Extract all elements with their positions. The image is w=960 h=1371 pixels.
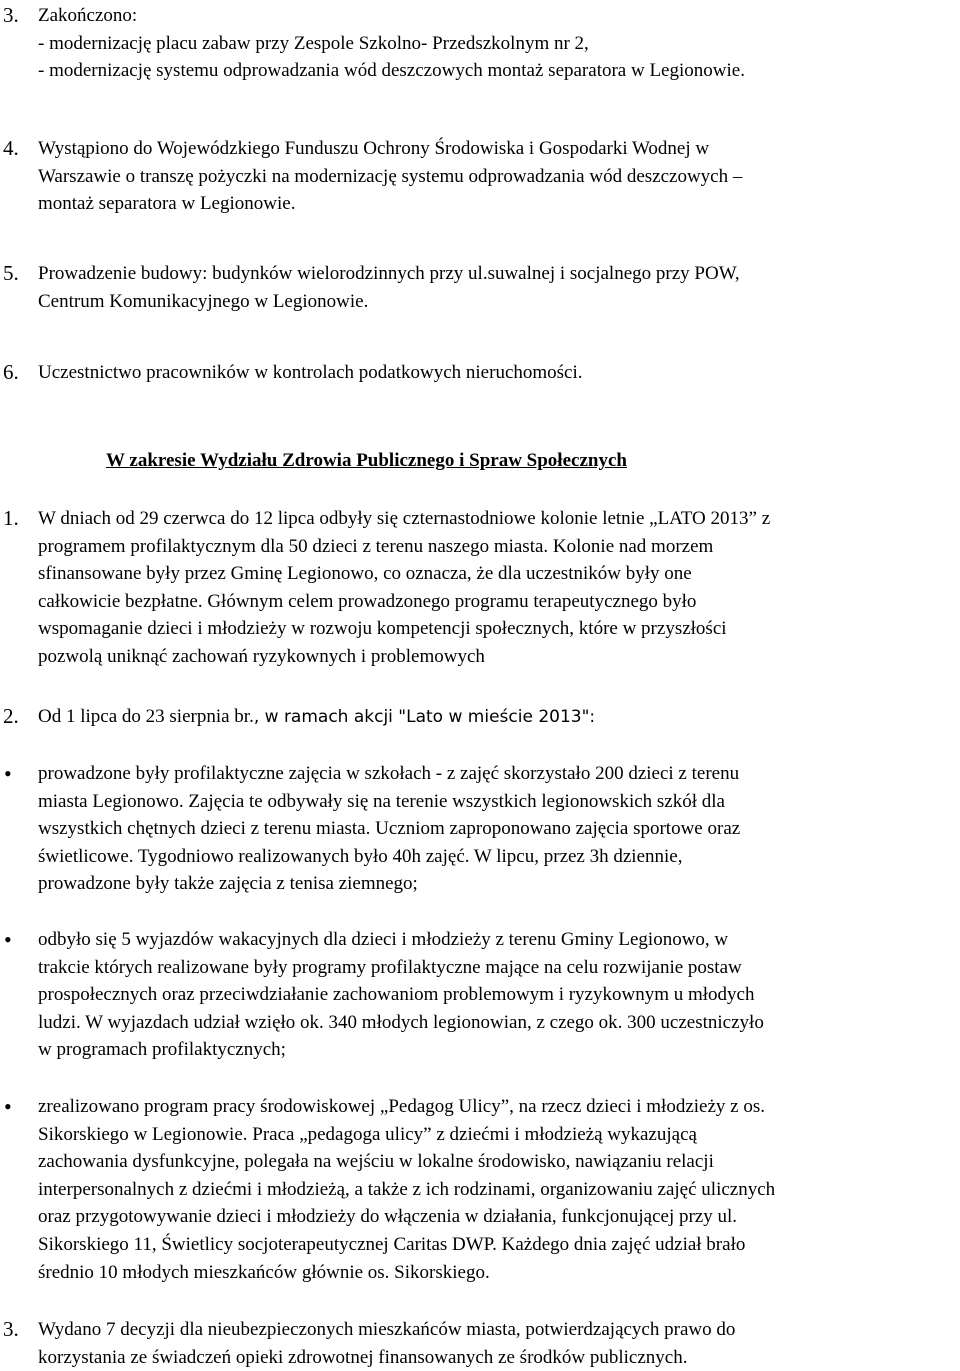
date-range-text: Od 1 lipca do 23 sierpnia br.: [38, 706, 254, 727]
text-line: korzystania ze świadczeń opieki zdrowotnej finansowanych ze środków publicznych.: [38, 1346, 688, 1368]
text-line: wspomaganie dzieci i młodzieży w rozwoju kompetencji społecznych, które w przyszłości: [38, 618, 727, 640]
text-line: świetlicowe. Tygodniowo realizowanych było 40h zajęć. W lipcu, przez 3h dziennie,: [38, 845, 683, 867]
text-line: Uczestnictwo pracowników w kontrolach podatkowych nieruchomości.: [38, 362, 583, 383]
item-text: [38, 135, 960, 218]
text-line: zachowania dysfunkcyjne, polegała na wejściu w lokalne środowisko, nawiązaniu relacji: [38, 1151, 714, 1173]
text-line: prospołecznych oraz przeciwdziałanie zachowaniom problemowym i ryzykownym u młodych: [38, 984, 755, 1006]
text-line: - modernizację systemu odprowadzania wód deszczowych montaż separatora w Legionowie.: [38, 60, 745, 82]
text-line: - modernizację placu zabaw przy Zespole Szkolno- Przedszkolnym nr 2,: [38, 32, 589, 54]
item-number: 5.: [3, 261, 19, 285]
item-text: [38, 1316, 960, 1371]
bullet-text: [38, 926, 960, 1064]
item-text: [38, 260, 960, 315]
bullet-text: [38, 1093, 960, 1286]
text-line: W dniach od 29 czerwca do 12 lipca odbyły się czternastodniowe kolonie letnie „LATO 2013” z: [38, 508, 771, 529]
item-number: 3.: [3, 3, 19, 27]
campaign-text: , w ramach akcji "Lato w mieście 2013":: [253, 707, 596, 727]
item-text: [38, 505, 960, 671]
text-line: odbyło się 5 wyjazdów wakacyjnych dla dzieci i młodzieży z terenu Gminy Legionowo, w: [38, 929, 729, 950]
item-number: 2.: [3, 704, 19, 728]
text-line: prowadzone były profilaktyczne zajęcia w szkołach - z zajęć skorzystało 200 dzieci z terenu: [38, 763, 740, 784]
text-line: sfinansowane były przez Gminę Legionowo, co oznacza, że dla uczestników były one: [38, 563, 692, 585]
text-line: ludzi. W wyjazdach udział wzięło ok. 340 młodych legionowian, z czego ok. 300 uczestniczyło: [38, 1011, 764, 1033]
text-line: w programach profilaktycznych;: [38, 1039, 286, 1061]
item-number: 4.: [3, 136, 19, 160]
text-line: Zakończono:: [38, 5, 138, 26]
text-line: zrealizowano program pracy środowiskowej „Pedagog Ulicy”, na rzecz dzieci i młodzieży z os.: [38, 1096, 765, 1117]
item-text: [38, 2, 960, 85]
item-number: 1.: [3, 506, 19, 530]
text-line: oraz przygotowywanie dzieci i młodzieży do włączenia w działania, funkcjonującej przy ul.: [38, 1206, 738, 1228]
item-number: 3.: [3, 1317, 19, 1341]
item-number: 6.: [3, 360, 19, 384]
text-line: [38, 703, 960, 732]
text-line: miasta Legionowo. Zajęcia te odbywały się na terenie wszystkich legionowskich szkół dla: [38, 790, 725, 812]
text-line: Sikorskiego 11, Świetlicy socjoterapeutycznej Caritas DWP. Każdego dnia zajęć udział brało: [38, 1233, 746, 1255]
text-line: pozwolą uniknąć zachowań ryzykownych i problemowych: [38, 645, 485, 667]
text-line: montaż separatora w Legionowie.: [38, 193, 296, 215]
text-line: wszystkich chętnych dzieci z terenu miasta. Uczniom zaproponowano zajęcia sportowe oraz: [38, 818, 741, 840]
text-line: całkowicie bezpłatne. Głównym celem prowadzonego programu terapeutycznego było: [38, 590, 697, 612]
text-line: interpersonalnych z dziećmi i młodzieżą, a także z ich rodzinami, organizowaniu zajęć ulicznych: [38, 1178, 776, 1200]
text-line: średnio 10 młodych mieszkańców głównie os. Sikorskiego.: [38, 1261, 490, 1283]
item-text: [38, 359, 960, 387]
text-line: Centrum Komunikacyjnego w Legionowie.: [38, 290, 369, 312]
text-line: programem profilaktycznym dla 50 dzieci z terenu naszego miasta. Kolonie nad morzem: [38, 535, 714, 557]
text-line: trakcie których realizowane były programy profilaktyczne mające na celu rozwijanie postaw: [38, 956, 742, 978]
item-text: [38, 703, 960, 732]
text-line: prowadzone były także zajęcia z tenisa ziemnego;: [38, 873, 418, 895]
bullet-marker: •: [4, 927, 12, 952]
bullet-text: [38, 760, 960, 898]
text-line: Warszawie o transzę pożyczki na modernizację systemu odprowadzania wód deszczowych –: [38, 165, 743, 187]
text-line: Sikorskiego w Legionowie. Praca „pedagoga ulicy” z dziećmi i młodzieżą wykazującą: [38, 1123, 697, 1145]
text-line: Prowadzenie budowy: budynków wielorodzinnych przy ul.suwalnej i socjalnego przy POW,: [38, 263, 740, 284]
bullet-marker: •: [4, 761, 12, 786]
section-heading: W zakresie Wydziału Zdrowia Publicznego i Spraw Społecznych: [106, 450, 627, 471]
text-line: Wystąpiono do Wojewódzkiego Funduszu Ochrony Środowiska i Gospodarki Wodnej w: [38, 138, 710, 159]
bullet-marker: •: [4, 1094, 12, 1119]
text-line: Wydano 7 decyzji dla nieubezpieczonych mieszkańców miasta, potwierdzających prawo do: [38, 1319, 736, 1340]
